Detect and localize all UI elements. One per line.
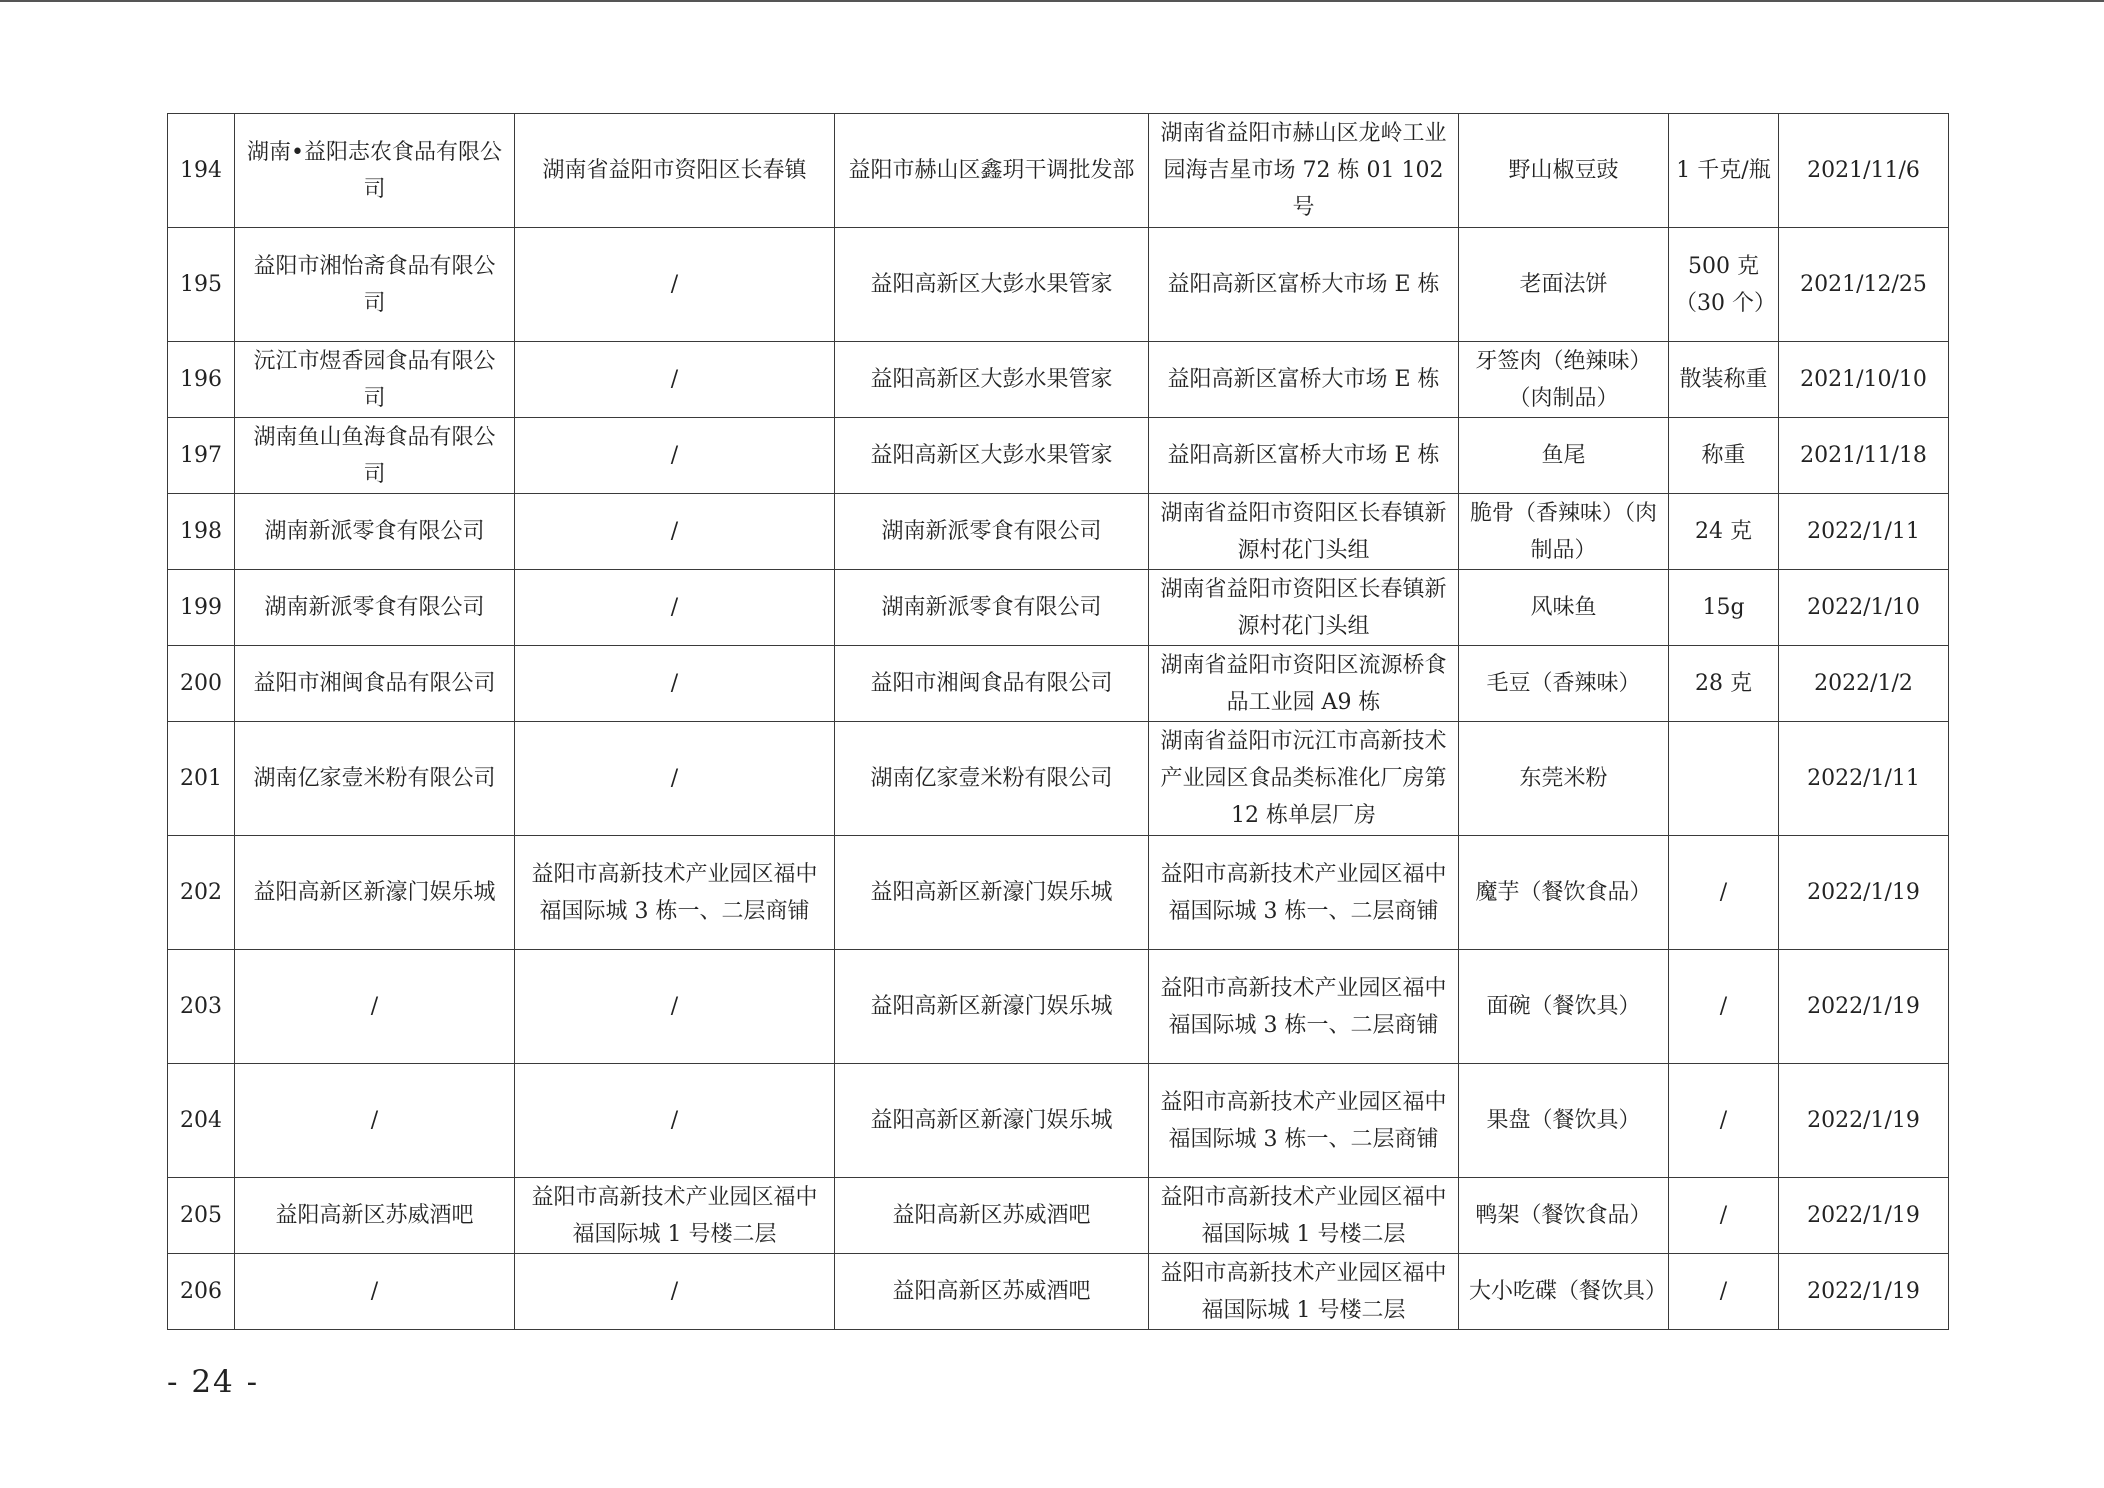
manufacturer-cell: 益阳市湘怡斋食品有限公司 bbox=[235, 228, 515, 342]
product-cell: 风味鱼 bbox=[1459, 570, 1669, 646]
seller-cell: 益阳高新区苏威酒吧 bbox=[835, 1254, 1149, 1330]
seller-cell: 益阳高新区新濠门娱乐城 bbox=[835, 1064, 1149, 1178]
table-row bbox=[168, 494, 1949, 570]
spec-cell: / bbox=[1669, 1254, 1779, 1330]
date-cell: 2022/1/11 bbox=[1779, 494, 1949, 570]
product-cell: 牙签肉（绝辣味）（肉制品） bbox=[1459, 342, 1669, 418]
sampling-results-table bbox=[167, 113, 1949, 1330]
seller-address-cell: 益阳市高新技术产业园区福中福国际城 3 栋一、二层商铺 bbox=[1149, 950, 1459, 1064]
table-row bbox=[168, 950, 1949, 1064]
date-cell: 2022/1/19 bbox=[1779, 950, 1949, 1064]
date-cell: 2022/1/10 bbox=[1779, 570, 1949, 646]
seq-cell: 197 bbox=[168, 418, 235, 494]
product-cell: 野山椒豆豉 bbox=[1459, 114, 1669, 228]
manufacturer-cell: 益阳高新区苏威酒吧 bbox=[235, 1178, 515, 1254]
manufacturer-cell: 湖南新派零食有限公司 bbox=[235, 494, 515, 570]
date-cell: 2021/12/25 bbox=[1779, 228, 1949, 342]
seller-cell: 益阳高新区新濠门娱乐城 bbox=[835, 836, 1149, 950]
manufacturer-cell: 益阳高新区新濠门娱乐城 bbox=[235, 836, 515, 950]
manufacturer-address-cell: / bbox=[515, 1254, 835, 1330]
seller-cell: 益阳市赫山区鑫玥干调批发部 bbox=[835, 114, 1149, 228]
seller-address-cell: 益阳高新区富桥大市场 E 栋 bbox=[1149, 342, 1459, 418]
manufacturer-address-cell: / bbox=[515, 418, 835, 494]
date-cell: 2022/1/19 bbox=[1779, 1064, 1949, 1178]
seller-address-cell: 湖南省益阳市资阳区流源桥食品工业园 A9 栋 bbox=[1149, 646, 1459, 722]
date-cell: 2022/1/19 bbox=[1779, 1254, 1949, 1330]
table-row bbox=[168, 646, 1949, 722]
seq-cell: 206 bbox=[168, 1254, 235, 1330]
product-cell: 面碗（餐饮具） bbox=[1459, 950, 1669, 1064]
product-cell: 老面法饼 bbox=[1459, 228, 1669, 342]
table-row bbox=[168, 836, 1949, 950]
product-cell: 脆骨（香辣味）（肉制品） bbox=[1459, 494, 1669, 570]
spec-cell: / bbox=[1669, 950, 1779, 1064]
manufacturer-address-cell: 益阳市高新技术产业园区福中福国际城 1 号楼二层 bbox=[515, 1178, 835, 1254]
seq-cell: 202 bbox=[168, 836, 235, 950]
manufacturer-address-cell: / bbox=[515, 342, 835, 418]
date-cell: 2022/1/11 bbox=[1779, 722, 1949, 836]
seller-address-cell: 湖南省益阳市赫山区龙岭工业园海吉星市场 72 栋 01 102 号 bbox=[1149, 114, 1459, 228]
manufacturer-cell: 益阳市湘闽食品有限公司 bbox=[235, 646, 515, 722]
product-cell: 大小吃碟（餐饮具） bbox=[1459, 1254, 1669, 1330]
manufacturer-cell: / bbox=[235, 1064, 515, 1178]
table-row bbox=[168, 722, 1949, 836]
seq-cell: 194 bbox=[168, 114, 235, 228]
seq-cell: 201 bbox=[168, 722, 235, 836]
seq-cell: 199 bbox=[168, 570, 235, 646]
seller-address-cell: 益阳市高新技术产业园区福中福国际城 1 号楼二层 bbox=[1149, 1254, 1459, 1330]
seq-cell: 204 bbox=[168, 1064, 235, 1178]
page-top-rule bbox=[0, 0, 2104, 2]
seller-cell: 益阳高新区大彭水果管家 bbox=[835, 418, 1149, 494]
manufacturer-address-cell: / bbox=[515, 228, 835, 342]
page-number: - 24 - bbox=[167, 1364, 260, 1400]
seller-cell: 湖南亿家壹米粉有限公司 bbox=[835, 722, 1149, 836]
spec-cell: / bbox=[1669, 1064, 1779, 1178]
date-cell: 2022/1/19 bbox=[1779, 836, 1949, 950]
table-row bbox=[168, 228, 1949, 342]
table-row bbox=[168, 570, 1949, 646]
seller-cell: 益阳高新区苏威酒吧 bbox=[835, 1178, 1149, 1254]
manufacturer-cell: 湖南•益阳志农食品有限公司 bbox=[235, 114, 515, 228]
seller-address-cell: 益阳市高新技术产业园区福中福国际城 3 栋一、二层商铺 bbox=[1149, 836, 1459, 950]
spec-cell: 500 克（30 个） bbox=[1669, 228, 1779, 342]
spec-cell: 24 克 bbox=[1669, 494, 1779, 570]
manufacturer-cell: 湖南鱼山鱼海食品有限公司 bbox=[235, 418, 515, 494]
seller-address-cell: 益阳高新区富桥大市场 E 栋 bbox=[1149, 418, 1459, 494]
seller-cell: 益阳高新区大彭水果管家 bbox=[835, 228, 1149, 342]
seq-cell: 203 bbox=[168, 950, 235, 1064]
seller-cell: 湖南新派零食有限公司 bbox=[835, 494, 1149, 570]
table-row bbox=[168, 1178, 1949, 1254]
product-cell: 果盘（餐饮具） bbox=[1459, 1064, 1669, 1178]
product-cell: 毛豆（香辣味） bbox=[1459, 646, 1669, 722]
date-cell: 2022/1/2 bbox=[1779, 646, 1949, 722]
spec-cell: / bbox=[1669, 836, 1779, 950]
seller-cell: 益阳市湘闽食品有限公司 bbox=[835, 646, 1149, 722]
manufacturer-cell: 沅江市煜香园食品有限公司 bbox=[235, 342, 515, 418]
date-cell: 2021/11/18 bbox=[1779, 418, 1949, 494]
seller-address-cell: 益阳市高新技术产业园区福中福国际城 1 号楼二层 bbox=[1149, 1178, 1459, 1254]
manufacturer-address-cell: / bbox=[515, 494, 835, 570]
table-row bbox=[168, 418, 1949, 494]
manufacturer-address-cell: 益阳市高新技术产业园区福中福国际城 3 栋一、二层商铺 bbox=[515, 836, 835, 950]
seq-cell: 200 bbox=[168, 646, 235, 722]
date-cell: 2022/1/19 bbox=[1779, 1178, 1949, 1254]
manufacturer-cell: / bbox=[235, 950, 515, 1064]
product-cell: 鱼尾 bbox=[1459, 418, 1669, 494]
product-cell: 魔芋（餐饮食品） bbox=[1459, 836, 1669, 950]
table-row bbox=[168, 1254, 1949, 1330]
seller-address-cell: 湖南省益阳市沅江市高新技术产业园区食品类标准化厂房第 12 栋单层厂房 bbox=[1149, 722, 1459, 836]
table-row bbox=[168, 1064, 1949, 1178]
spec-cell: / bbox=[1669, 1178, 1779, 1254]
seller-address-cell: 益阳高新区富桥大市场 E 栋 bbox=[1149, 228, 1459, 342]
spec-cell: 28 克 bbox=[1669, 646, 1779, 722]
seller-address-cell: 湖南省益阳市资阳区长春镇新源村花门头组 bbox=[1149, 570, 1459, 646]
manufacturer-address-cell: / bbox=[515, 646, 835, 722]
spec-cell: 散装称重 bbox=[1669, 342, 1779, 418]
manufacturer-address-cell: / bbox=[515, 1064, 835, 1178]
spec-cell: 称重 bbox=[1669, 418, 1779, 494]
seller-cell: 益阳高新区大彭水果管家 bbox=[835, 342, 1149, 418]
manufacturer-address-cell: / bbox=[515, 722, 835, 836]
seq-cell: 198 bbox=[168, 494, 235, 570]
manufacturer-address-cell: 湖南省益阳市资阳区长春镇 bbox=[515, 114, 835, 228]
spec-cell bbox=[1669, 722, 1779, 836]
manufacturer-cell: 湖南新派零食有限公司 bbox=[235, 570, 515, 646]
seller-cell: 湖南新派零食有限公司 bbox=[835, 570, 1149, 646]
manufacturer-address-cell: / bbox=[515, 950, 835, 1064]
manufacturer-cell: / bbox=[235, 1254, 515, 1330]
date-cell: 2021/11/6 bbox=[1779, 114, 1949, 228]
manufacturer-cell: 湖南亿家壹米粉有限公司 bbox=[235, 722, 515, 836]
table-row bbox=[168, 114, 1949, 228]
product-cell: 鸭架（餐饮食品） bbox=[1459, 1178, 1669, 1254]
seller-address-cell: 益阳市高新技术产业园区福中福国际城 3 栋一、二层商铺 bbox=[1149, 1064, 1459, 1178]
seq-cell: 205 bbox=[168, 1178, 235, 1254]
spec-cell: 1 千克/瓶 bbox=[1669, 114, 1779, 228]
seq-cell: 196 bbox=[168, 342, 235, 418]
table-row bbox=[168, 342, 1949, 418]
spec-cell: 15g bbox=[1669, 570, 1779, 646]
seq-cell: 195 bbox=[168, 228, 235, 342]
manufacturer-address-cell: / bbox=[515, 570, 835, 646]
seller-address-cell: 湖南省益阳市资阳区长春镇新源村花门头组 bbox=[1149, 494, 1459, 570]
seller-cell: 益阳高新区新濠门娱乐城 bbox=[835, 950, 1149, 1064]
date-cell: 2021/10/10 bbox=[1779, 342, 1949, 418]
product-cell: 东莞米粉 bbox=[1459, 722, 1669, 836]
